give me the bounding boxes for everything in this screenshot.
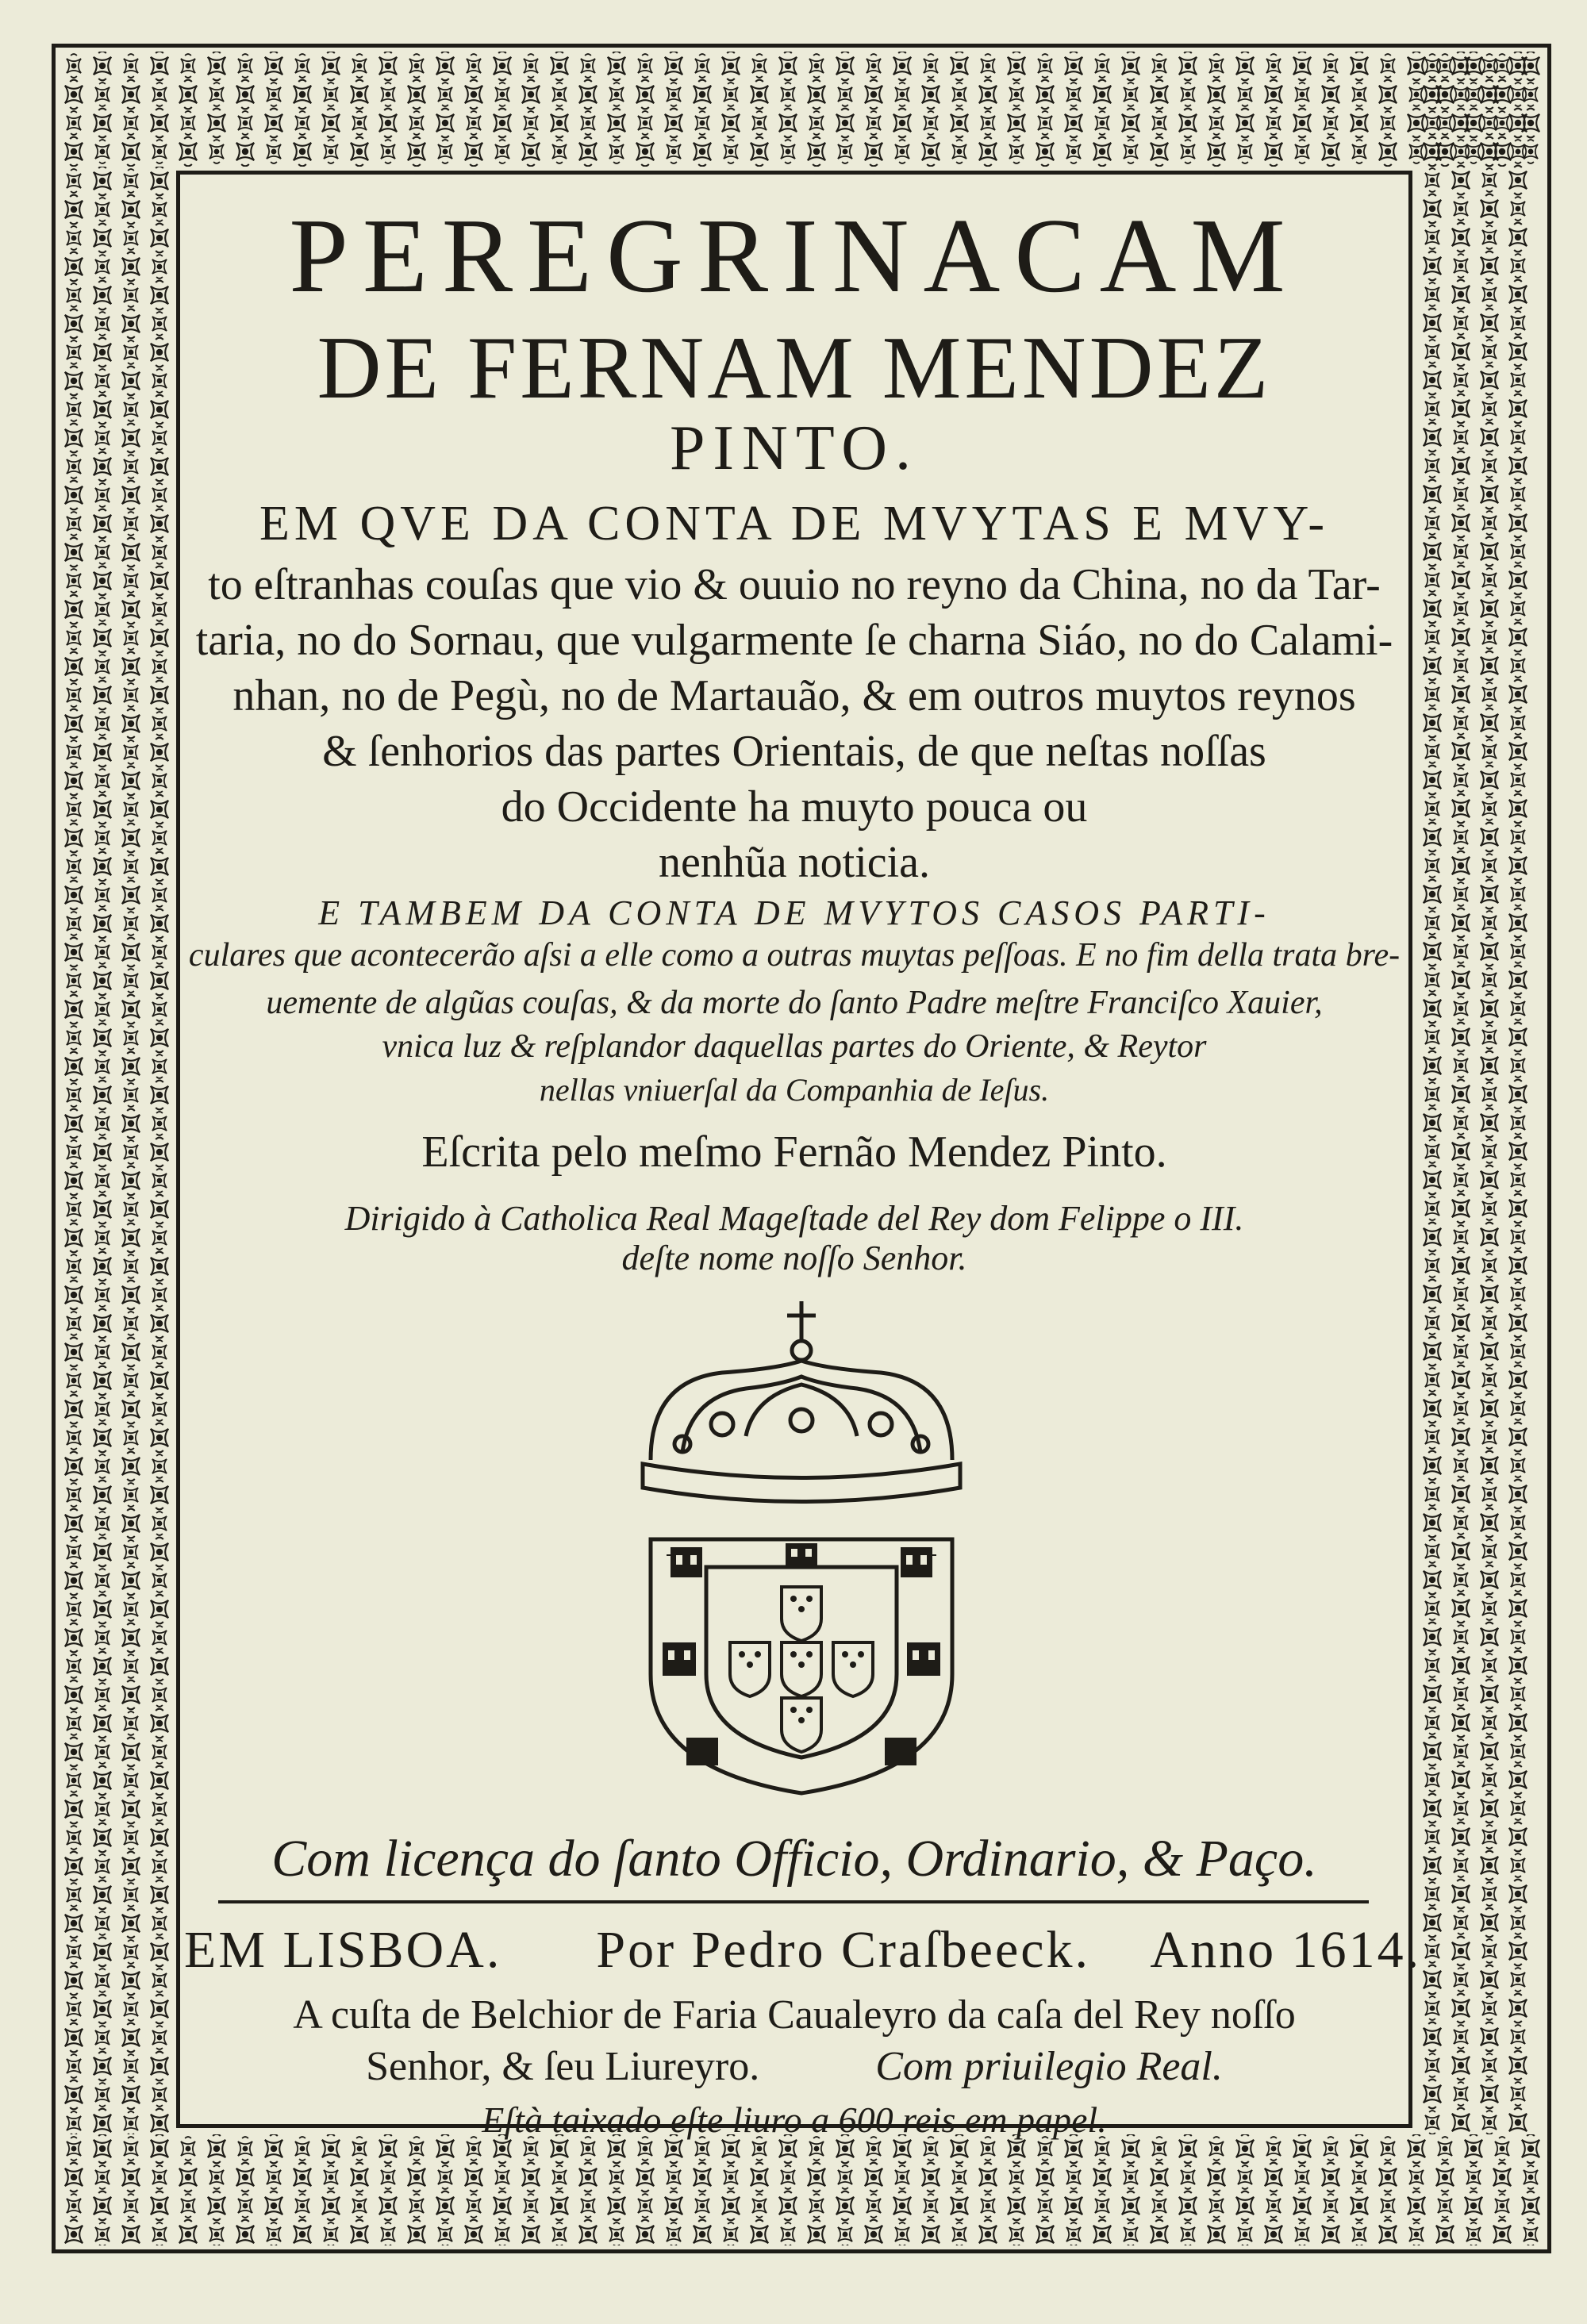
description-line: & ſenhorios das partes Orientais, de que neſtas noſſas — [322, 727, 1266, 776]
ornamental-border-bottom-icon — [60, 2134, 1543, 2245]
cost-line-1: A cuſta de Belchior de Faria Caualeyro da caſa del Rey noſſo — [293, 1992, 1296, 2038]
description-line: do Occidente ha muyto pouca ou — [501, 782, 1088, 832]
imprint-year: Anno 1614. — [1150, 1921, 1422, 1979]
ornamental-border-top-icon — [60, 52, 1543, 167]
description-line: to eſtranhas couſas que vio & ouuio no reyno da China, no da Tar- — [208, 560, 1381, 609]
italic-line: uemente de algũas couſas, & da morte do ſanto Padre meſtre Franciſco Xauier, — [266, 985, 1323, 1021]
cost-line-2-text: Senhor, & ſeu Liureyro. — [366, 2044, 760, 2089]
italic-line: culares que acontecerão aſsi a elle como a outras muytas peſſoas. E no fim della trata bre- — [188, 937, 1401, 974]
description-line: nenhũa noticia. — [658, 838, 931, 887]
imprint-printer: Por Pedro Craſbeeck. — [596, 1921, 1091, 1979]
description-line: nhan, no de Pegù, no de Martauão, & em outros muytos reynos — [232, 671, 1356, 720]
italic-caps-line: E TAMBEM DA CONTA DE MVYTOS CASOS PARTI- — [318, 893, 1270, 932]
italic-line: nellas vniuerſal da Companhia de Ieſus. — [539, 1072, 1050, 1108]
italic-line: vnica luz & reſplandor daquellas partes do Oriente, & Reytor — [382, 1028, 1207, 1065]
description-line: taria, no do Sornau, que vulgarmente ſe charna Siáo, no do Calami- — [195, 616, 1393, 665]
dedication-line-1: Dirigido à Catholica Real Mageſtade del Rey dom Felippe o III. — [344, 1199, 1244, 1238]
title-line-1: PEREGRINACAM — [289, 197, 1300, 314]
description-caps-line: EM QVE DA CONTA DE MVYTAS E MVY- — [259, 497, 1330, 551]
ornamental-border-right-icon — [1418, 52, 1543, 2134]
title-line-3: PINTO. — [669, 413, 920, 483]
title-line-2: DE FERNAM MENDEZ — [317, 319, 1272, 417]
price-line: Eſtà taixado eſte liuro a 600 reis em papel. — [482, 2099, 1107, 2140]
ornamental-border-left-icon — [60, 167, 171, 2134]
imprint-line — [184, 1920, 1422, 1980]
licence-line: Com licença do ſanto Officio, Ordinario, & Paço. — [271, 1830, 1317, 1888]
horizontal-rule — [218, 1900, 1369, 1903]
cost-line-2 — [184, 2043, 1404, 2090]
dedication-line-2: deſte nome noſſo Senhor. — [621, 1239, 967, 1277]
author-line: Eſcrita pelo meſmo Fernão Mendez Pinto. — [421, 1127, 1167, 1177]
imprint-place: EM LISBOA. — [184, 1921, 502, 1979]
privilege-text: Com priuilegio Real. — [875, 2044, 1223, 2089]
portuguese-royal-coat-of-arms-icon — [619, 1293, 984, 1801]
